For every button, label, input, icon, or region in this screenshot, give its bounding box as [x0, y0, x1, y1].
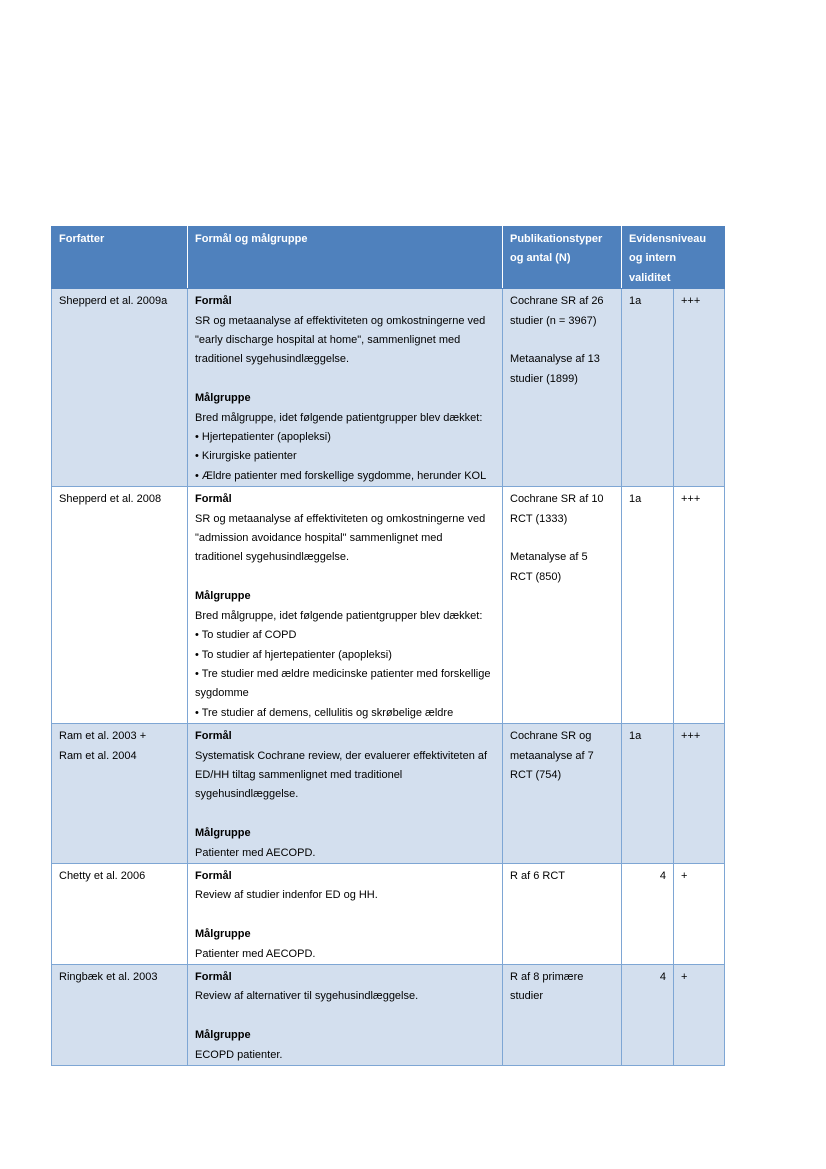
author-line: Shepperd et al. 2008 — [59, 493, 162, 506]
purpose-label: Formål — [195, 730, 232, 743]
author-cell — [52, 964, 188, 1065]
author-cell — [52, 863, 188, 964]
table-row — [52, 964, 725, 1065]
table-row — [52, 289, 725, 487]
validity-cell: +++ — [674, 487, 725, 724]
target-line: Patienter med AECOPD. — [195, 846, 316, 859]
purpose-line: traditionel sygehusindlæggelse. — [195, 353, 350, 366]
purpose-label: Formål — [195, 970, 232, 983]
publication-line: studier (n = 3967) — [510, 314, 597, 327]
purpose-line: SR og metaanalyse af effektiviteten og omkostningerne ved — [195, 314, 486, 327]
target-line: • Ældre patienter med forskellige sygdomme, herunder KOL — [195, 469, 487, 482]
publication-line: studier (1899) — [510, 372, 578, 385]
purpose-cell — [188, 863, 503, 964]
evidence-level-cell: 1a — [622, 487, 674, 724]
author-cell — [52, 487, 188, 724]
purpose-cell — [188, 487, 503, 724]
publication-line: RCT (1333) — [510, 512, 568, 525]
publication-line — [510, 331, 614, 350]
purpose-label: Formål — [195, 869, 232, 882]
author-cell — [52, 289, 188, 487]
target-line: ECOPD patienter. — [195, 1048, 283, 1061]
evidence-level-cell: 4 — [622, 964, 674, 1065]
publication-line: R af 6 RCT — [510, 869, 566, 882]
purpose-line: SR og metaanalyse af effektiviteten og omkostningerne ved — [195, 512, 486, 525]
table-header-row — [52, 227, 725, 289]
author-line: Ram et al. 2003 + — [59, 730, 147, 743]
author-cell — [52, 724, 188, 864]
evidence-level-cell: 1a — [622, 724, 674, 864]
purpose-line: sygehusindlæggelse. — [195, 788, 299, 801]
table-row — [52, 487, 725, 724]
header-purpose: Formål og målgruppe — [188, 227, 503, 289]
author-line: Shepperd et al. 2009a — [59, 295, 168, 308]
publication-line: Cochrane SR og — [510, 730, 592, 743]
publication-cell — [503, 964, 622, 1065]
table-row — [52, 724, 725, 864]
purpose-line: Review af alternativer til sygehusindlæggelse. — [195, 990, 419, 1003]
spacer — [195, 805, 495, 824]
publication-line: studier — [510, 990, 544, 1003]
table-row — [52, 863, 725, 964]
header-publication: Publikationstyper og antal (N) — [503, 227, 622, 289]
spacer — [195, 906, 495, 925]
purpose-line: Review af studier indenfor ED og HH. — [195, 889, 378, 902]
spacer — [195, 1007, 495, 1026]
header-evidence: Evidensniveau og intern validitet — [622, 227, 725, 289]
header-author: Forfatter — [52, 227, 188, 289]
publication-cell — [503, 289, 622, 487]
publication-line: Metanalyse af 5 — [510, 551, 588, 564]
target-line: • Tre studier af demens, cellulitis og skrøbelige ældre — [195, 706, 454, 719]
publication-line: R af 8 primære — [510, 970, 584, 983]
evidence-level-cell: 4 — [622, 863, 674, 964]
target-line: • To studier af COPD — [195, 629, 297, 642]
target-line: • Hjertepatienter (apopleksi) — [195, 431, 331, 444]
validity-cell: +++ — [674, 724, 725, 864]
author-line: Ringbæk et al. 2003 — [59, 970, 158, 983]
purpose-line: ED/HH tiltag sammenlignet med traditionel — [195, 768, 403, 781]
purpose-line: "admission avoidance hospital" sammenlignet med — [195, 532, 443, 545]
purpose-line: traditionel sygehusindlæggelse. — [195, 551, 350, 564]
author-line: Ram et al. 2004 — [59, 749, 137, 762]
purpose-cell — [188, 289, 503, 487]
target-line: Bred målgruppe, idet følgende patientgrupper blev dækket: — [195, 411, 483, 424]
target-line: Bred målgruppe, idet følgende patientgrupper blev dækket: — [195, 609, 483, 622]
target-line: • Kirurgiske patienter — [195, 450, 297, 463]
validity-cell: + — [674, 863, 725, 964]
validity-cell: + — [674, 964, 725, 1065]
publication-line: Cochrane SR af 10 — [510, 493, 604, 506]
purpose-line: Systematisk Cochrane review, der evaluerer effektiviteten af — [195, 749, 488, 762]
publication-line: Cochrane SR af 26 — [510, 295, 604, 308]
publication-line: Metaanalyse af 13 — [510, 353, 600, 366]
author-line: Chetty et al. 2006 — [59, 869, 146, 882]
table-body — [52, 289, 725, 1066]
target-line: Patienter med AECOPD. — [195, 947, 316, 960]
publication-cell — [503, 487, 622, 724]
target-line: • To studier af hjertepatienter (apopleksi) — [195, 648, 392, 661]
evidence-level-cell: 1a — [622, 289, 674, 487]
evidence-table — [51, 226, 725, 1066]
purpose-line: "early discharge hospital at home", sammenlignet med — [195, 334, 461, 347]
publication-line — [510, 529, 614, 548]
purpose-label: Formål — [195, 295, 232, 308]
purpose-label: Formål — [195, 493, 232, 506]
publication-line: RCT (754) — [510, 768, 562, 781]
target-label: Målgruppe — [195, 590, 251, 603]
publication-cell — [503, 863, 622, 964]
spacer — [195, 370, 495, 389]
target-label: Målgruppe — [195, 392, 251, 405]
spacer — [195, 568, 495, 587]
publication-cell — [503, 724, 622, 864]
target-label: Målgruppe — [195, 928, 251, 941]
publication-line: metaanalyse af 7 — [510, 749, 594, 762]
validity-cell: +++ — [674, 289, 725, 487]
purpose-cell — [188, 964, 503, 1065]
publication-line: RCT (850) — [510, 570, 562, 583]
target-label: Målgruppe — [195, 1029, 251, 1042]
target-line: sygdomme — [195, 687, 249, 700]
target-line: • Tre studier med ældre medicinske patienter med forskellige — [195, 667, 491, 680]
purpose-cell — [188, 724, 503, 864]
target-label: Målgruppe — [195, 827, 251, 840]
